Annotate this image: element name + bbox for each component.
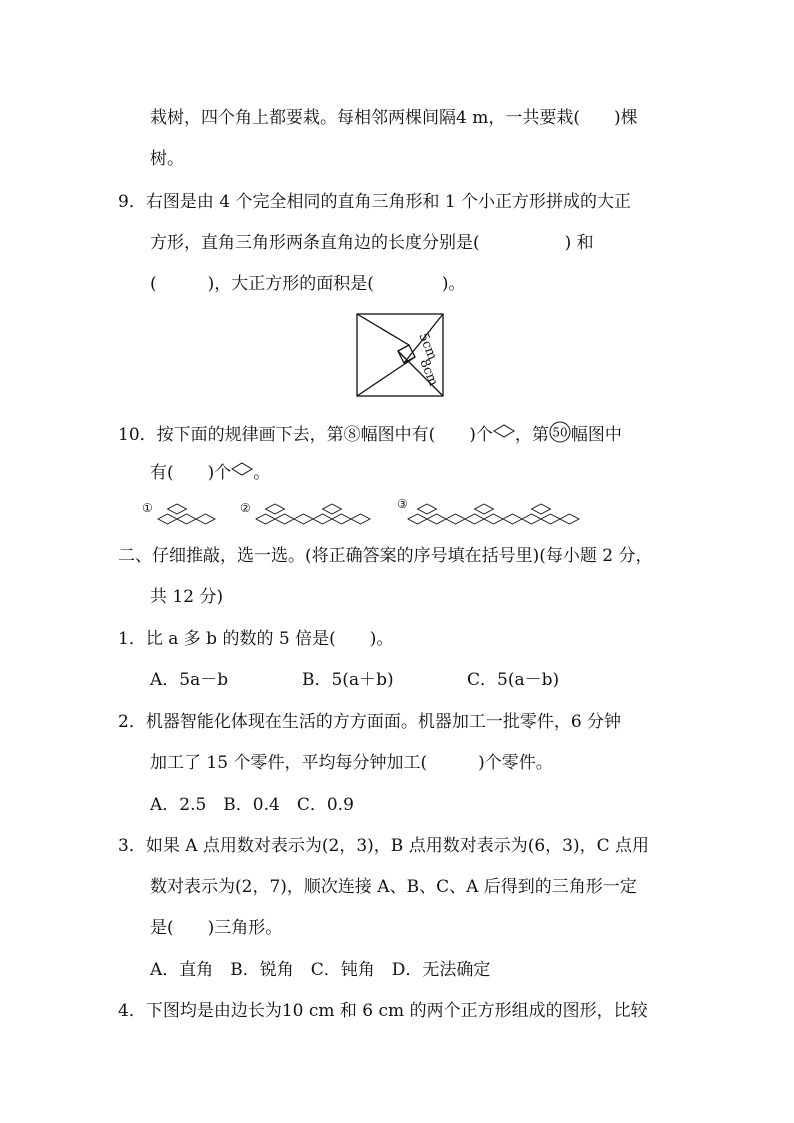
question-10-text-b: ，第	[514, 425, 549, 445]
question-10-text-c: 幅图中	[570, 425, 622, 445]
rhombus-icon	[231, 462, 253, 476]
mc-question-3-line-2: 数对表示为(2，7)，顺次连接 A、B、C、A 后得到的三角形一定	[150, 877, 637, 897]
pattern-2-rhombus-bottom	[332, 514, 351, 524]
question-10-text-d: 有( )个	[150, 463, 232, 483]
pattern-label-1: ①	[142, 501, 153, 515]
pattern-3-rhombus-top	[532, 504, 551, 514]
question-9-line-2: 方形，直角三角形两条直角边的长度分别是( ) 和	[150, 233, 594, 253]
mc-q1-option-a: A．5a－b	[150, 670, 229, 690]
triangle-edge-4	[357, 357, 415, 396]
pattern-3-rhombus-bottom	[427, 514, 446, 524]
pattern-3-rhombus-bottom	[541, 514, 560, 524]
question-9: 9．右图是由 4 个完全相同的直角三角形和 1 个小正方形拼成的大正	[118, 192, 632, 212]
pattern-3-rhombus-bottom	[408, 514, 427, 524]
mc-question-3: 3．如果 A 点用数对表示为(2，3)，B 点用数对表示为(6，3)，C 点用	[118, 836, 649, 856]
pattern-1-rhombus-top	[168, 504, 187, 514]
mc-question-1: 1．比 a 多 b 的数的 5 倍是( )。	[118, 629, 394, 649]
mc-q3-options: A．直角 B．锐角 C．钝角 D．无法确定	[150, 960, 491, 980]
rhombus-icon	[493, 424, 515, 438]
text-line-1: 栽树，四个角上都要栽。每相邻两棵间隔4 m，一共要栽( )棵	[150, 108, 638, 128]
pattern-1-rhombus-bottom	[196, 514, 215, 524]
pattern-3-rhombus-bottom	[522, 514, 541, 524]
question-10	[118, 421, 622, 447]
mc-q1-option-c: C．5(a－b)	[467, 670, 560, 690]
pattern-3-rhombus-bottom	[465, 514, 484, 524]
label-5cm: 5cm	[415, 330, 440, 363]
pattern-2-rhombus-bottom	[313, 514, 332, 524]
pattern-3-rhombus-bottom	[484, 514, 503, 524]
mc-question-3-line-3: 是( )三角形。	[150, 918, 283, 938]
mc-q2-options: A．2.5 B．0.4 C．0.9	[150, 795, 354, 815]
question-10-text-a: 10．按下面的规律画下去，第⑧幅图中有( )个	[118, 425, 493, 445]
section-2-heading-line-2: 共 12 分)	[150, 587, 224, 607]
pattern-label-2: ②	[240, 501, 251, 515]
label-8cm: 8cm	[416, 356, 441, 389]
mc-question-4: 4．下图均是由边长为10 cm 和 6 cm 的两个正方形组成的图形，比较	[118, 1001, 648, 1021]
mc-question-2-line-2: 加工了 15 个零件，平均每分钟加工( )个零件。	[150, 753, 553, 773]
pattern-2-rhombus-bottom	[294, 514, 313, 524]
pattern-figures	[140, 496, 610, 528]
pattern-2-rhombus-bottom	[351, 514, 370, 524]
pattern-label-3: ③	[397, 497, 408, 511]
pattern-1-rhombus-bottom	[177, 514, 196, 524]
mc-q1-option-b: B．5(a＋b)	[302, 670, 394, 690]
text-line-2: 树。	[150, 149, 184, 169]
pattern-2-rhombus-top	[266, 504, 285, 514]
pattern-3-rhombus-top	[418, 504, 437, 514]
pattern-3-rhombus-bottom	[446, 514, 465, 524]
svg-text:50: 50	[552, 425, 568, 440]
pattern-2-rhombus-top	[323, 504, 342, 514]
question-9-line-3: ( )，大正方形的面积是( )。	[150, 274, 466, 294]
pattern-2-rhombus-bottom	[275, 514, 294, 524]
circled-number-50	[549, 421, 571, 443]
pattern-3-rhombus-top	[475, 504, 494, 514]
pattern-1-rhombus-bottom	[158, 514, 177, 524]
pattern-2-rhombus-bottom	[256, 514, 275, 524]
section-2-heading: 二、仔细推敲，选一选。(将正确答案的序号填在括号里)(每小题 2 分，	[118, 546, 653, 566]
triangle-edge-1	[357, 314, 409, 345]
pattern-3-rhombus-bottom	[560, 514, 579, 524]
mc-question-2: 2．机器智能化体现在生活的方方面面。机器加工一批零件，6 分钟	[118, 712, 622, 732]
square-triangle-figure	[356, 313, 446, 399]
question-10-line-2	[150, 461, 270, 485]
pattern-3-rhombus-bottom	[503, 514, 522, 524]
question-10-text-e: 。	[253, 463, 271, 483]
